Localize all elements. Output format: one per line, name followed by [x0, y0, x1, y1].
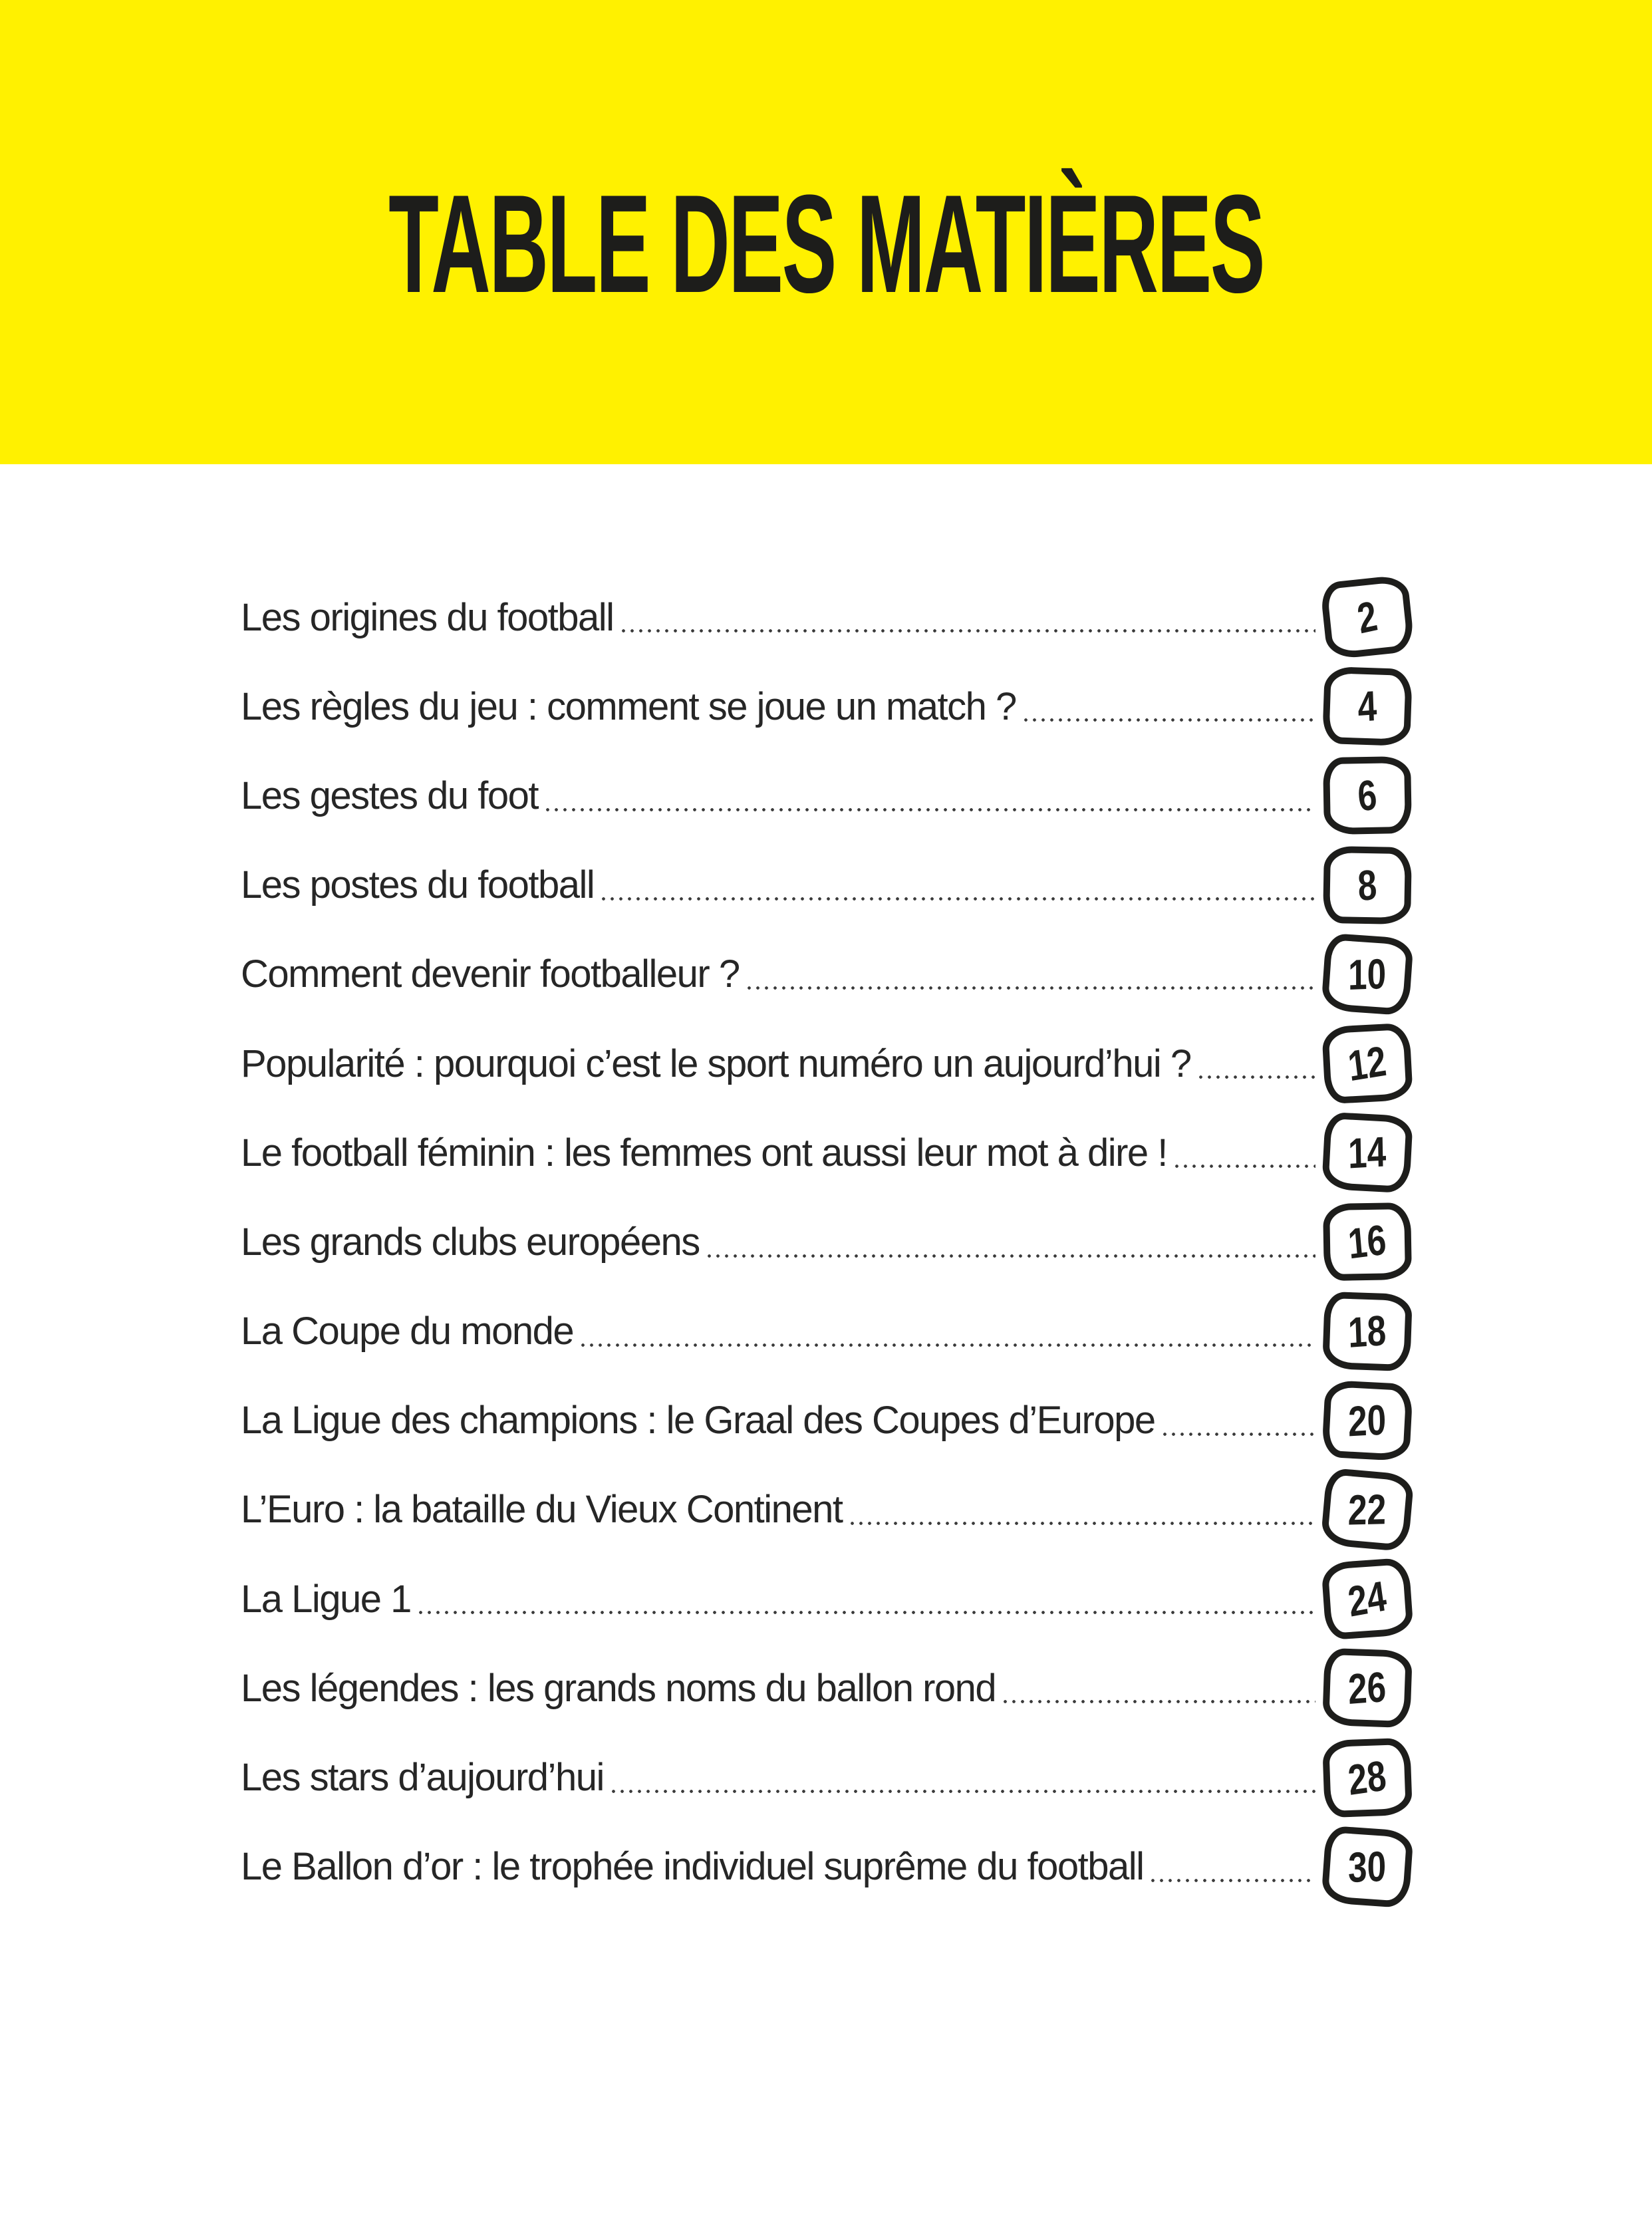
toc-page-number: 20	[1347, 1395, 1387, 1446]
toc-page-number: 16	[1346, 1215, 1389, 1268]
toc-entry[interactable]	[241, 841, 1411, 930]
toc-page-badge	[1322, 1737, 1413, 1818]
toc-entry[interactable]	[241, 1822, 1411, 1911]
toc-entry[interactable]	[241, 1197, 1411, 1286]
toc-page-number: 28	[1345, 1750, 1389, 1804]
toc-page-badge	[1321, 1112, 1413, 1194]
toc-leader-dots	[416, 1611, 1315, 1614]
toc-entry-label: Les origines du football	[241, 595, 614, 639]
toc-entry[interactable]	[241, 1643, 1411, 1733]
toc-entry[interactable]	[241, 930, 1411, 1019]
toc-page-badge	[1321, 1558, 1414, 1641]
toc-leader-dots	[1196, 1075, 1315, 1079]
toc-entry[interactable]	[241, 751, 1411, 840]
toc-page-badge	[1320, 1467, 1415, 1552]
toc-page-badge	[1323, 846, 1412, 924]
toc-page-number: 8	[1356, 860, 1379, 910]
toc-entry-label: La Ligue des champions : le Graal des Coupes d’Europe	[241, 1399, 1155, 1443]
toc-entry[interactable]	[241, 1465, 1411, 1554]
toc-leader-dots	[1172, 1165, 1315, 1168]
toc-entry[interactable]	[241, 1733, 1411, 1822]
toc-entry-label: La Coupe du monde	[241, 1310, 574, 1353]
toc-entry-label: Les légendes : les grands noms du ballon rond	[241, 1666, 996, 1710]
toc-entry[interactable]	[241, 1019, 1411, 1108]
toc-entry-label: Les postes du football	[241, 863, 595, 907]
toc-page-badge	[1323, 1202, 1412, 1281]
toc-entry-label: Le football féminin : les femmes ont aussi leur mot à dire !	[241, 1131, 1167, 1175]
toc-page-badge	[1319, 575, 1415, 660]
toc-leader-dots	[599, 897, 1315, 901]
toc-entry-label: Le Ballon d’or : le trophée individuel suprême du football	[241, 1845, 1144, 1889]
toc-leader-dots	[705, 1254, 1315, 1258]
toc-page-number: 24	[1345, 1572, 1390, 1626]
toc-page-badge	[1322, 1291, 1413, 1371]
toc-leader-dots	[1149, 1879, 1315, 1882]
toc-page-number: 12	[1345, 1036, 1389, 1091]
toc-entry[interactable]	[241, 1287, 1411, 1376]
toc-leader-dots	[1022, 718, 1315, 722]
toc-page-number: 4	[1357, 682, 1378, 732]
toc-list	[241, 573, 1411, 1911]
toc-entry[interactable]	[241, 1376, 1411, 1465]
toc-page-badge	[1321, 1379, 1413, 1461]
toc-entry-label: Comment devenir footballeur ?	[241, 952, 740, 996]
toc-page-number: 6	[1355, 770, 1379, 821]
toc-page-number: 30	[1348, 1842, 1387, 1891]
page-title: TABLE DES MATIÈRES	[388, 166, 1264, 322]
toc-leader-dots	[848, 1522, 1315, 1525]
header-band	[0, 0, 1652, 464]
toc-leader-dots	[745, 986, 1315, 990]
toc-entry[interactable]	[241, 662, 1411, 751]
toc-page-badge	[1321, 932, 1414, 1016]
toc-page-badge	[1323, 756, 1412, 835]
toc-entry-label: L’Euro : la bataille du Vieux Continent	[241, 1488, 843, 1532]
toc-leader-dots	[579, 1343, 1315, 1347]
toc-leader-dots	[609, 1790, 1315, 1793]
toc-page-number: 22	[1347, 1485, 1387, 1534]
toc-page-badge	[1321, 1825, 1414, 1908]
toc-entry-label: Les règles du jeu : comment se joue un match ?	[241, 684, 1016, 728]
toc-leader-dots	[1001, 1700, 1315, 1703]
toc-page-badge	[1322, 1648, 1413, 1729]
toc-entry-label: Les stars d’aujourd’hui	[241, 1756, 604, 1800]
toc-page-number: 26	[1347, 1663, 1387, 1714]
toc-page-badge	[1321, 1023, 1413, 1105]
toc-page-number: 14	[1347, 1127, 1387, 1178]
toc-entry[interactable]	[241, 1554, 1411, 1643]
toc-leader-dots	[619, 629, 1315, 632]
toc-entry-label: Les grands clubs européens	[241, 1220, 700, 1264]
toc-entry-label: La Ligue 1	[241, 1577, 411, 1621]
toc-leader-dots	[1161, 1433, 1315, 1436]
toc-page-badge	[1322, 666, 1413, 747]
toc-entry-label: Les gestes du foot	[241, 773, 538, 817]
toc-entry[interactable]	[241, 1108, 1411, 1197]
toc-page-number: 10	[1348, 949, 1387, 999]
toc-leader-dots	[543, 808, 1315, 811]
toc-page-number: 2	[1353, 591, 1381, 643]
toc-page-number: 18	[1347, 1306, 1387, 1357]
toc-entry[interactable]	[241, 573, 1411, 662]
toc-entry-label: Popularité : pourquoi c’est le sport numéro un aujourd’hui ?	[241, 1042, 1191, 1085]
